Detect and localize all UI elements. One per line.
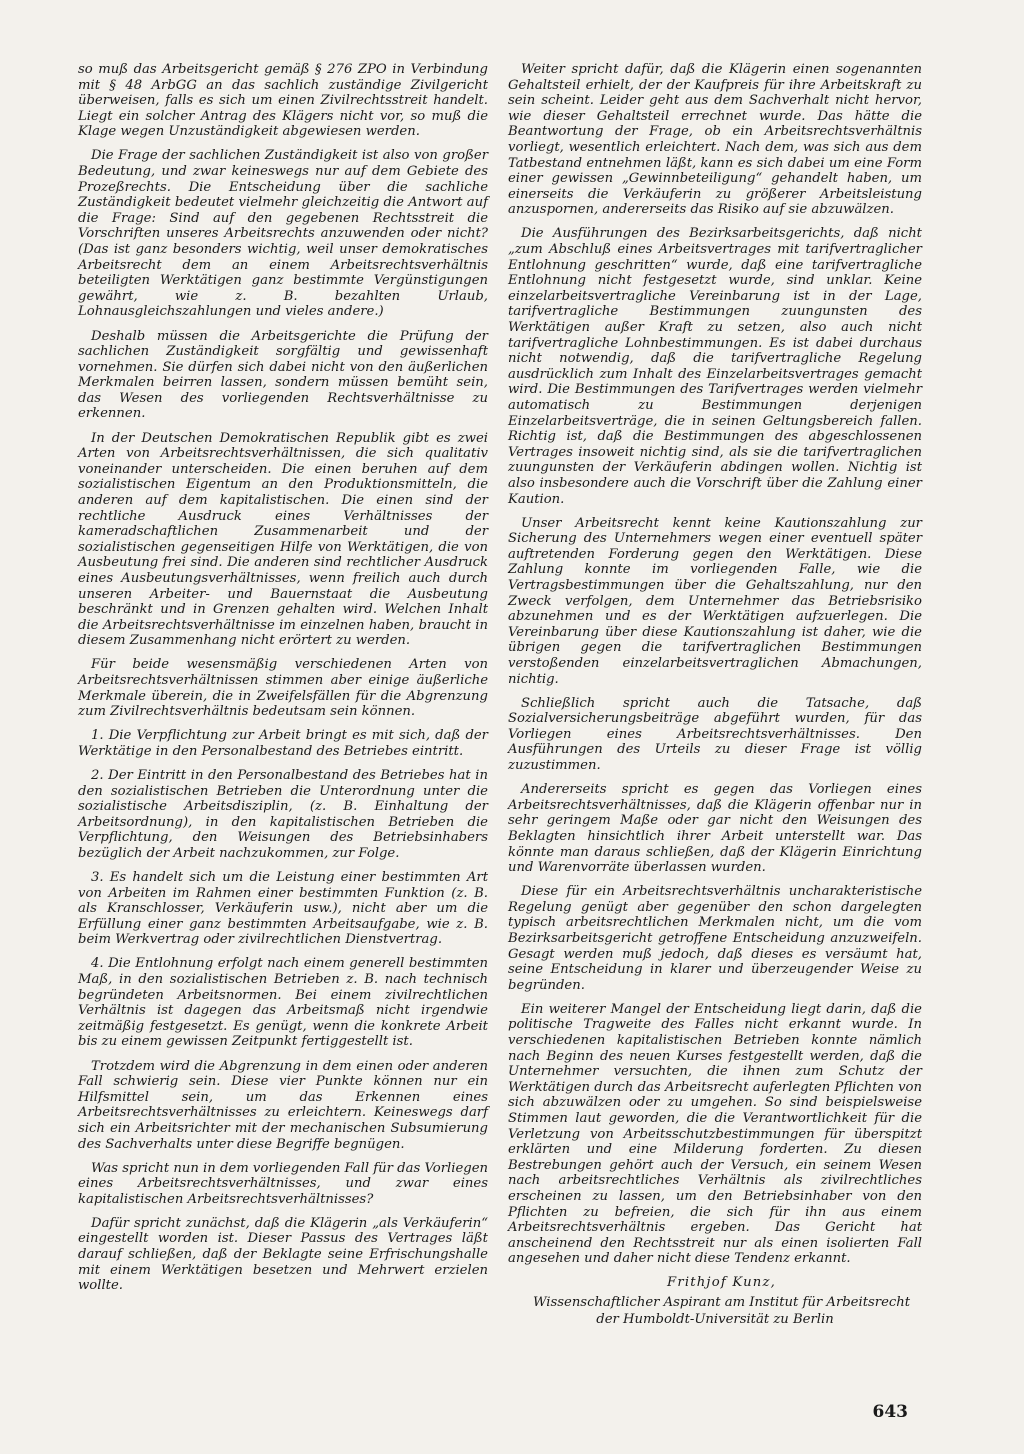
paragraph: Die Frage der sachlichen Zuständigkeit ist also von großer Bedeutung, und zwar keineswegs nur auf dem Gebiete des Prozeßrechts. Die Entscheidung über die sachliche Zuständigkeit bedeutet vielmehr gleichzeitig die Antwort auf die Frage: Sind auf den gegebenen Rechtsstreit die Vorschriften unseres Arbeitsrechts anzuwenden oder nicht? (Das ist ganz besonders wichtig, weil unser demokratisches Arbeitsrecht dem an einem Arbeitsrechtsverhältnis beteiligten Werktätigen ganz bestimmte Vergünstigungen gewährt, wie z. B. bezahlten Urlaub, Lohnausgleichszahlungen und vieles andere.) bbox=[78, 148, 488, 320]
paragraph: Für beide wesensmäßig verschiedenen Arten von Arbeitsrechtsverhältnissen stimmen aber einige äußerliche Merkmale überein, die in Zweifelsfällen für die Abgrenzung zum Zivilrechtsverhältnis bedeutsam sein können. bbox=[78, 657, 488, 720]
paragraph: Andererseits spricht es gegen das Vorliegen eines Arbeitsrechtsverhältnisses, daß die Klägerin offenbar nur in sehr geringem Maße oder gar nicht den Weisungen des Beklagten hinsichtlich ihrer Arbeit unterstellt war. Das könnte man daraus schließen, daß der Klägerin Einrichtung und Warenvorräte überlassen wurden. bbox=[508, 782, 922, 876]
paragraph: Ein weiterer Mangel der Entscheidung liegt darin, daß die politische Tragweite des Falles nicht erkannt wurde. In verschiedenen kapitalistischen Betrieben konnte nämlich nach Beginn des neuen Kurses festgestellt werden, daß die Unternehmer versuchten, die ihnen zum Schutz der Werktätigen durch das Arbeitsrecht auferlegten Pflichten von sich abzuwälzen oder zu umgehen. So sind beispielsweise Stimmen laut geworden, die die Verantwortlichkeit für die Verletzung von Arbeitsschutzbestimmungen für überspitzt erklärten und eine Milderung forderten. Zu diesen Bestrebungen gehört auch der Versuch, ein seinem Wesen nach arbeitsrechtliches Verhältnis als zivilrechtliches erscheinen zu lassen, um den Betriebsinhaber von den Pflichten zu befreien, die sich für ihn aus einem Arbeitsrechtsverhältnis ergeben. Das Gericht hat anscheinend den Rechtsstreit nur als einen isolierten Fall angesehen und daher nicht diese Tendenz erkannt. bbox=[508, 1001, 922, 1267]
paragraph: Diese für ein Arbeitsrechtsverhältnis uncharakteristische Regelung genügt aber gegenüber den schon dargelegten typisch arbeitsrechtlichen Merkmalen nicht, um die vom Bezirksarbeitsgericht getroffene Entscheidung anzuzweifeln. Gesagt werden muß jedoch, daß dieses es versäumt hat, seine Entscheidung in klarer und überzeugender Weise zu begründen. bbox=[508, 884, 922, 993]
list-item: 4. Die Entlohnung erfolgt nach einem generell bestimmten Maß, in den sozialistischen Betrieben z. B. nach technisch begründeten Arbeitsnormen. Bei einem zivilrechtlichen Verhältnis ist dagegen das Arbeitsmaß nicht irgendwie zeitmäßig festgesetzt. Es genügt, wenn die konkrete Arbeit bis zu einem gewissen Zeitpunkt fertiggestellt ist. bbox=[78, 956, 488, 1050]
list-item: 3. Es handelt sich um die Leistung einer bestimmten Art von Arbeiten im Rahmen einer bestimmten Funktion (z. B. als Kranschlosser, Verkäuferin usw.), nicht aber um die Erfüllung einer ganz bestimmten Arbeitsaufgabe, wie z. B. beim Werkvertrag oder zivilrechtlichen Dienstvertrag. bbox=[78, 870, 488, 948]
author-affiliation: Wissenschaftlicher Aspirant am Institut für Arbeitsrecht der Humboldt-Universität zu Berlin bbox=[532, 1295, 911, 1327]
author-name: Frithjof Kunz, bbox=[666, 1275, 777, 1291]
paragraph: Unser Arbeitsrecht kennt keine Kautionszahlung zur Sicherung des Unternehmers wegen einer eventuell später auftretenden Forderung gegen den Werktätigen. Diese Zahlung konnte im vorliegenden Falle, wie die Vertragsbestimmungen über die Gehaltszahlung, nur den Zweck verfolgen, dem Unternehmer das Betriebsrisiko abzunehmen und es der Werktätigen aufzuerlegen. Die Vereinbarung über diese Kautionszahlung ist daher, wie die übrigen gegen die tarifvertraglichen Bestimmungen verstoßenden einzelarbeitsvertraglichen Abmachungen, nichtig. bbox=[508, 515, 922, 687]
list-item: 1. Die Verpflichtung zur Arbeit bringt es mit sich, daß der Werktätige in den Personalbestand des Betriebes eintritt. bbox=[78, 728, 488, 759]
paragraph: Die Ausführungen des Bezirksarbeitsgerichts, daß nicht „zum Abschluß eines Arbeitsvertrages mit tarifvertraglicher Entlohnung geschritten“ wurde, daß eine tarifvertragliche Entlohnung nicht festgesetzt wurde, sind unklar. Keine einzelarbeitsvertragliche Vereinbarung ist in der Lage, tarifvertragliche Bestimmungen zuungunsten des Werktätigen außer Kraft zu setzen, also auch nicht tarifvertragliche Lohnbestimmungen. Es ist dabei durchaus nicht notwendig, daß die tarifvertragliche Regelung ausdrücklich zum Inhalt des Einzelarbeitsvertrages gemacht wird. Die Bestimmungen des Tarifvertrages werden vielmehr automatisch zu Bestimmungen derjenigen Einzelarbeitsverträge, die in seinen Geltungsbereich fallen. Richtig ist, daß die Bestimmungen des abgeschlossenen Vertrages insoweit nichtig sind, als sie die tarifvertraglichen zuungunsten der Verkäuferin abdingen wollen. Nichtig ist also insbesondere auch die Vorschrift über die Zahlung einer Kaution. bbox=[508, 226, 922, 507]
paragraph: Schließlich spricht auch die Tatsache, daß Sozialversicherungsbeiträge abgeführt wurden, für das Vorliegen eines Arbeitsrechtsverhältnisses. Den Ausführungen des Urteils zu dieser Frage ist völlig zuzustimmen. bbox=[508, 695, 922, 774]
list-item: 2. Der Eintritt in den Personalbestand des Betriebes hat in den sozialistischen Betrieben die Unterordnung unter die sozialistische Arbeitsdisziplin, (z. B. Einhaltung der Arbeitsordnung), in den kapitalistischen Betrieben die Verpflichtung, den Weisungen des Betriebsinhabers bezüglich der Arbeit nachzukommen, zur Folge. bbox=[78, 767, 488, 861]
paragraph: Deshalb müssen die Arbeitsgerichte die Prüfung der sachlichen Zuständigkeit sorgfältig und gewissenhaft vornehmen. Sie dürfen sich dabei nicht von den äußerlichen Merkmalen beirren lassen, sondern müssen bemüht sein, das Wesen des vorliegenden Rechtsverhältnisse zu erkennen. bbox=[78, 328, 488, 422]
paragraph: Weiter spricht dafür, daß die Klägerin einen sogenannten Gehaltsteil erhielt, der der Kaufpreis für ihre Arbeitskraft zu sein scheint. Leider geht aus dem Sachverhalt nicht hervor, wie dieser Gehaltsteil errechnet wurde. Das hätte die Beantwortung der Frage, ob ein Arbeitsrechtsverhältnis vorliegt, wesentlich erleichtert. Nach dem, was sich aus dem Tatbestand entnehmen läßt, kann es sich dabei um eine Form einer gewissen „Gewinnbeteiligung“ gehandelt haben, um einerseits die Verkäuferin zu größerer Arbeitsleistung anzuspornen, andererseits das Risiko auf sie abzuwälzen. bbox=[508, 62, 922, 218]
left-column bbox=[78, 62, 488, 1302]
paragraph: Dafür spricht zunächst, daß die Klägerin „als Verkäuferin“ eingestellt worden ist. Dieser Passus des Vertrages läßt darauf schließen, daß der Beklagte seine Erfrischungshalle mit einem Werktätigen besetzen und Mehrwert erzielen wollte. bbox=[78, 1215, 488, 1294]
paragraph: Was spricht nun in dem vorliegenden Fall für das Vorliegen eines Arbeitsrechtsverhältnisses, und zwar eines kapitalistischen Arbeitsrechtsverhältnisses? bbox=[78, 1160, 488, 1207]
right-column bbox=[508, 62, 922, 1328]
author-signature bbox=[508, 1275, 922, 1328]
paragraph: Trotzdem wird die Abgrenzung in dem einen oder anderen Fall schwierig sein. Diese vier Punkte können nur ein Hilfsmittel sein, um das Erkennen eines Arbeitsrechtsverhältnisses zu erleichtern. Keineswegs darf sich ein Arbeitsrichter mit der mechanischen Subsumierung des Sachverhalts unter diese Begriffe begnügen. bbox=[78, 1058, 488, 1152]
page-number: 643 bbox=[872, 1402, 908, 1422]
paragraph: In der Deutschen Demokratischen Republik gibt es zwei Arten von Arbeitsrechtsverhältnissen, die sich qualitativ voneinander unterscheiden. Die einen beruhen auf dem sozialistischen Eigentum an den Produktionsmitteln, die anderen auf dem kapitalistischen. Die einen sind der rechtliche Ausdruck eines Verhältnisses der kameradschaftlichen Zusammenarbeit und der sozialistischen gegenseitigen Hilfe von Werktätigen, die von Ausbeutung frei sind. Die anderen sind rechtlicher Ausdruck eines Ausbeutungsverhältnisses, wenn freilich auch durch unseren Arbeiter- und Bauernstaat die Ausbeutung beschränkt und in Grenzen gehalten wird. Welchen Inhalt die Arbeitsrechtsverhältnisse im einzelnen haben, braucht in diesem Zusammenhang nicht erörtert zu werden. bbox=[78, 430, 488, 649]
paragraph: so muß das Arbeitsgericht gemäß § 276 ZPO in Verbindung mit § 48 ArbGG an das sachlich zuständige Zivilgericht überweisen, falls es sich um einen Zivilrechtsstreit handelt. Liegt ein solcher Antrag des Klägers nicht vor, so muß die Klage wegen Unzuständigkeit abgewiesen werden. bbox=[78, 62, 488, 140]
